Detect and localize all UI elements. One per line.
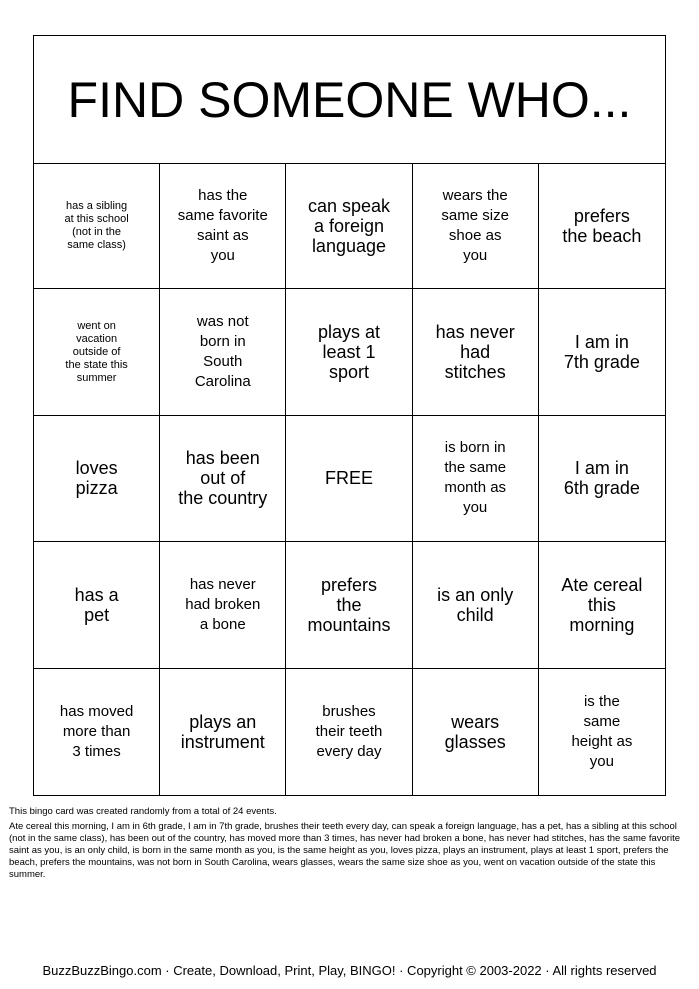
bingo-cell: brushes their teeth every day xyxy=(286,669,412,795)
bingo-cell: prefers the beach xyxy=(539,163,665,289)
bingo-cell: is an only child xyxy=(413,542,539,668)
bingo-cell: wears the same size shoe as you xyxy=(413,163,539,289)
copyright-line: BuzzBuzzBingo.com · Create, Download, Print, Play, BINGO! · Copyright © 2003-2022 · All rights reserved xyxy=(42,963,657,978)
bingo-grid xyxy=(34,163,665,795)
bingo-cell: has never had stitches xyxy=(413,289,539,415)
bingo-cell: wears glasses xyxy=(413,669,539,795)
bingo-cell: loves pizza xyxy=(34,416,160,542)
bingo-cell: I am in 7th grade xyxy=(539,289,665,415)
bingo-cell: prefers the mountains xyxy=(286,542,412,668)
bingo-cell: Ate cereal this morning xyxy=(539,542,665,668)
bingo-cell: I am in 6th grade xyxy=(539,416,665,542)
bingo-cell: has moved more than 3 times xyxy=(34,669,160,795)
free-space: FREE xyxy=(286,416,412,542)
bingo-cell: went on vacation outside of the state this summer xyxy=(34,289,160,415)
card-title: FIND SOMEONE WHO... xyxy=(34,36,665,164)
footer-intro: This bingo card was created randomly from a total of 24 events. xyxy=(9,806,277,817)
bingo-cell: plays at least 1 sport xyxy=(286,289,412,415)
bingo-cell: is the same height as you xyxy=(571,692,633,770)
bingo-cell: has the same favorite saint as you xyxy=(160,163,286,289)
bingo-cell: has been out of the country xyxy=(160,416,286,542)
bingo-cell: was not born in South Carolina xyxy=(160,289,286,415)
bingo-cell: has a pet xyxy=(34,542,160,668)
bingo-cell: is born in the same month as you xyxy=(413,416,539,542)
bingo-cell: plays an instrument xyxy=(160,669,286,795)
bingo-cell: has never had broken a bone xyxy=(160,542,286,668)
footer-event-list: Ate cereal this morning, I am in 6th grade, I am in 7th grade, brushes their teeth every day, can speak a foreign language, has a pet, has a sibling at this school (not in the same class), has been out of the country, has moved more than 3 times, has never had broken a bone, has never had stitches, has the same favorite saint as you, is an only child, is born in the same month as you, is the same height as you, loves pizza, plays an instrument, plays at least 1 sport, prefers the beach, prefers the mountains, was not born in South Carolina, wears glasses, wears the same size shoe as you, went on vacation outside of the state this summer. xyxy=(9,821,681,880)
bingo-cell: can speak a foreign language xyxy=(286,163,412,289)
bingo-card xyxy=(33,35,666,796)
bingo-cell: has a sibling at this school (not in the same class) xyxy=(34,163,160,289)
